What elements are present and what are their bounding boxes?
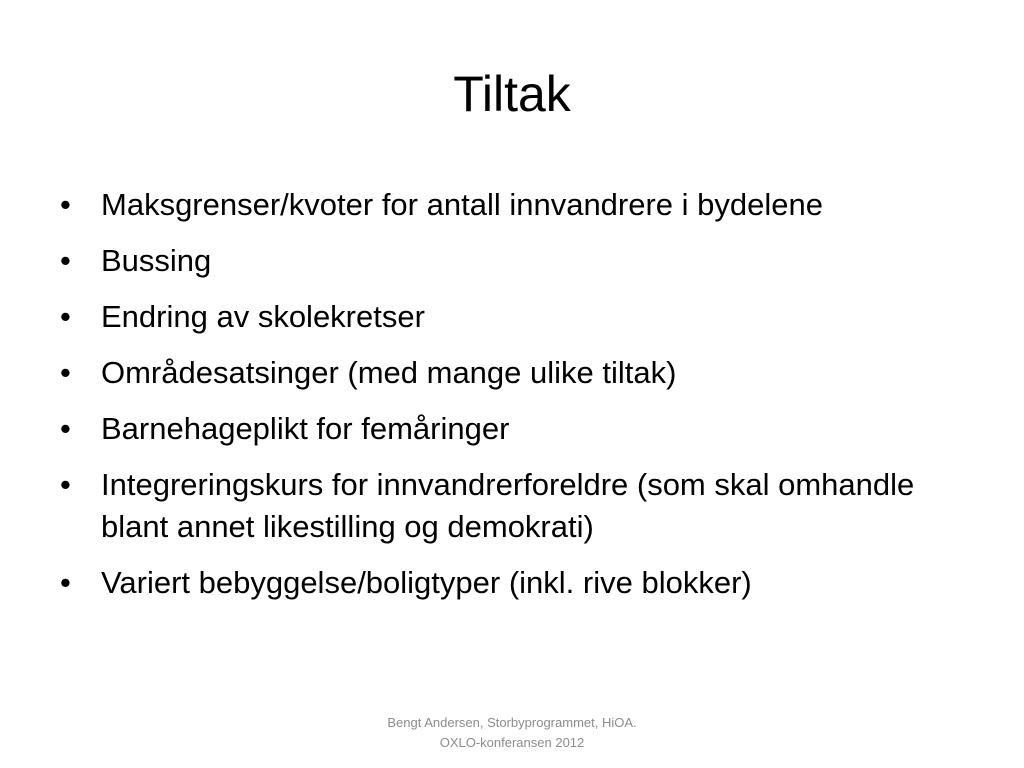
slide-footer (0, 713, 1024, 753)
bullet-list (60, 184, 970, 618)
bullet-text: Maksgrenser/kvoter for antall innvandrere i bydelene (101, 187, 823, 222)
bullet-dot-icon: • (60, 187, 71, 222)
bullet-item (60, 464, 970, 548)
bullet-item (60, 562, 970, 604)
bullet-text: Integreringskurs for innvandrerforeldre (som skal omhandle blant annet likestilling og demokrati) (101, 467, 915, 544)
bullet-text: Variert bebyggelse/boligtyper (inkl. rive blokker) (101, 565, 752, 600)
bullet-dot-icon: • (60, 411, 71, 446)
bullet-item (60, 184, 970, 226)
bullet-dot-icon: • (60, 355, 71, 390)
bullet-item (60, 240, 970, 282)
bullet-item (60, 408, 970, 450)
bullet-text: Områdesatsinger (med mange ulike tiltak) (101, 355, 677, 390)
bullet-item (60, 352, 970, 394)
bullet-item (60, 296, 970, 338)
bullet-dot-icon: • (60, 467, 71, 502)
slide-title: Tiltak (453, 66, 571, 122)
bullet-text: Barnehageplikt for femåringer (101, 411, 510, 446)
bullet-dot-icon: • (60, 299, 71, 334)
bullet-dot-icon: • (60, 243, 71, 278)
bullet-text: Bussing (101, 243, 212, 278)
bullet-text: Endring av skolekretser (101, 299, 425, 334)
bullet-dot-icon: • (60, 565, 71, 600)
footer-line-event: OXLO-konferansen 2012 (439, 735, 585, 750)
footer-line-author: Bengt Andersen, Storbyprogrammet, HiOA. (387, 715, 637, 730)
